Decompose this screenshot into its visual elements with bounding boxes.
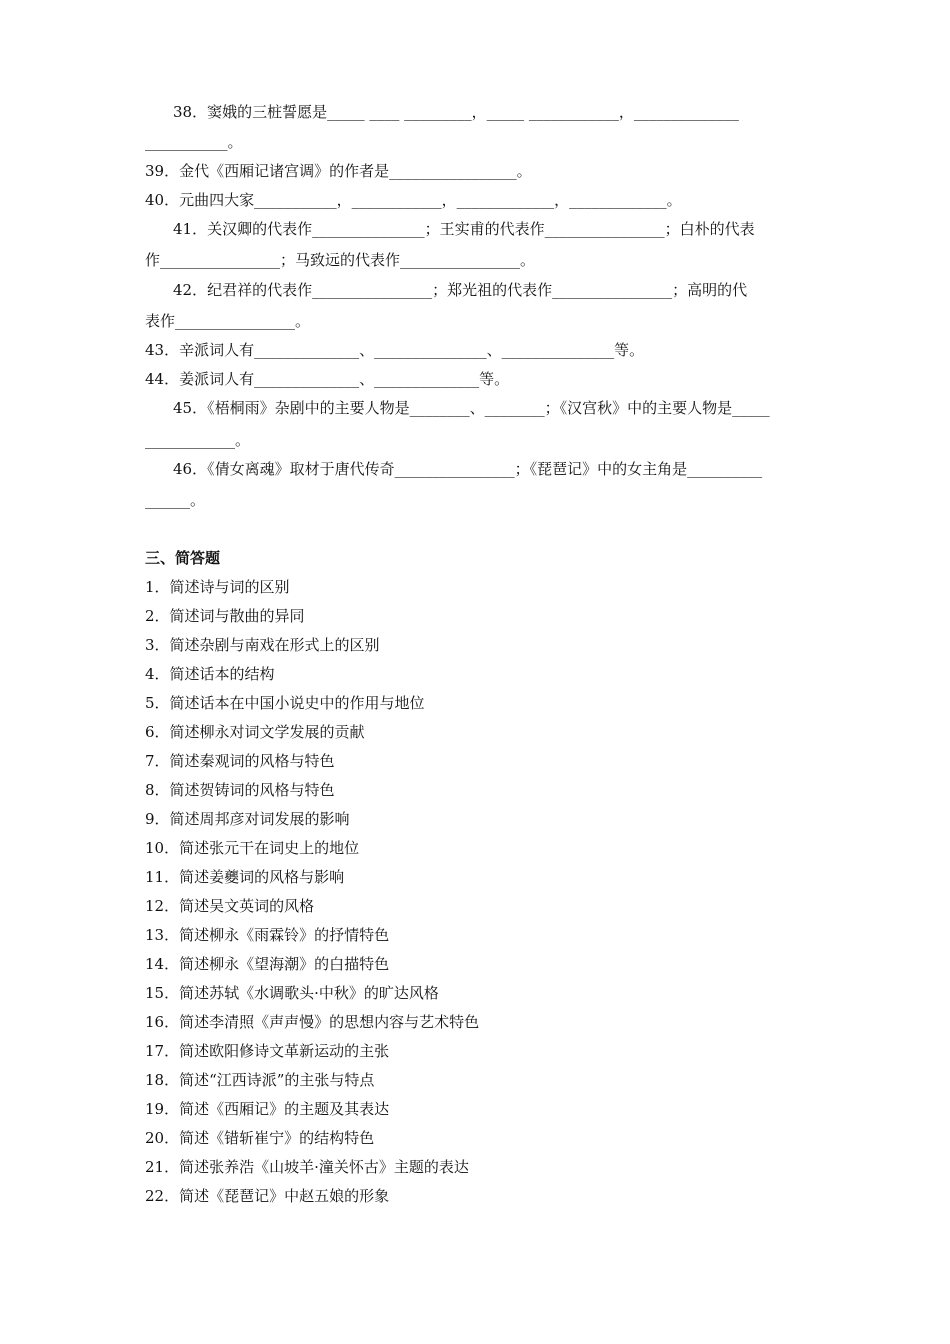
- short-answer-question: 14．简述柳永《望海潮》的白描特色: [145, 955, 390, 973]
- short-answer-question: 8．简述贺铸词的风格与特色: [145, 781, 335, 799]
- short-answer-question: 20．简述《错斩崔宁》的结构特色: [145, 1129, 375, 1147]
- question-42-line-2: 表作________________。: [145, 312, 311, 330]
- short-answer-question: 10．简述张元干在词史上的地位: [145, 839, 360, 857]
- question-44: 44．姜派词人有______________、______________等。: [145, 370, 510, 388]
- short-answer-question: 15．简述苏轼《水调歌头·中秋》的旷达风格: [145, 984, 439, 1002]
- question-41-line-2: 作________________；马致远的代表作________________。: [145, 251, 536, 269]
- question-41-line-1: 41．关汉卿的代表作_______________；王实甫的代表作________________；白朴的代表: [173, 220, 755, 238]
- question-39: 39．金代《西厢记诸宫调》的作者是_________________。: [145, 162, 532, 180]
- question-38-line-2: ___________。: [145, 133, 243, 151]
- short-answer-question: 18．简述“江西诗派”的主张与特点: [145, 1071, 375, 1089]
- short-answer-question: 16．简述李清照《声声慢》的思想内容与艺术特色: [145, 1013, 480, 1031]
- short-answer-question: 12．简述吴文英词的风格: [145, 897, 315, 915]
- question-43: 43．辛派词人有______________、_______________、_______________等。: [145, 341, 645, 359]
- section-heading-short-answer: 三、简答题: [145, 549, 221, 567]
- short-answer-question: 6．简述柳永对词文学发展的贡献: [145, 723, 365, 741]
- question-45-line-1: 45．《梧桐雨》杂剧中的主要人物是________、________；《汉宫秋》中的主要人物是_____: [173, 399, 770, 417]
- short-answer-question: 5．简述话本在中国小说史中的作用与地位: [145, 694, 425, 712]
- short-answer-question: 9．简述周邦彦对词发展的影响: [145, 810, 350, 828]
- question-46-line-1: 46．《倩女离魂》取材于唐代传奇________________；《琵琶记》中的女主角是__________: [173, 460, 763, 478]
- question-46-line-2: ______。: [145, 491, 206, 509]
- question-45-line-2: ____________。: [145, 431, 251, 449]
- short-answer-question: 22．简述《琵琶记》中赵五娘的形象: [145, 1187, 390, 1205]
- short-answer-question: 4．简述话本的结构: [145, 665, 275, 683]
- short-answer-question: 19．简述《西厢记》的主题及其表达: [145, 1100, 390, 1118]
- short-answer-question: 21．简述张养浩《山坡羊·潼关怀古》主题的表达: [145, 1158, 469, 1176]
- short-answer-question: 1．简述诗与词的区别: [145, 578, 290, 596]
- short-answer-question: 2．简述词与散曲的异同: [145, 607, 305, 625]
- question-38-line-1: 38．窦娥的三桩誓愿是_____ ____ _________，_____ ____________，______________: [173, 103, 739, 121]
- question-40: 40．元曲四大家___________，____________，_____________，_____________。: [145, 191, 682, 209]
- short-answer-question: 11．简述姜夔词的风格与影响: [145, 868, 345, 886]
- short-answer-question: 17．简述欧阳修诗文革新运动的主张: [145, 1042, 390, 1060]
- short-answer-question: 13．简述柳永《雨霖铃》的抒情特色: [145, 926, 390, 944]
- question-42-line-1: 42．纪君祥的代表作________________；郑光祖的代表作________________；高明的代: [173, 281, 748, 299]
- short-answer-question: 7．简述秦观词的风格与特色: [145, 752, 335, 770]
- short-answer-question: 3．简述杂剧与南戏在形式上的区别: [145, 636, 380, 654]
